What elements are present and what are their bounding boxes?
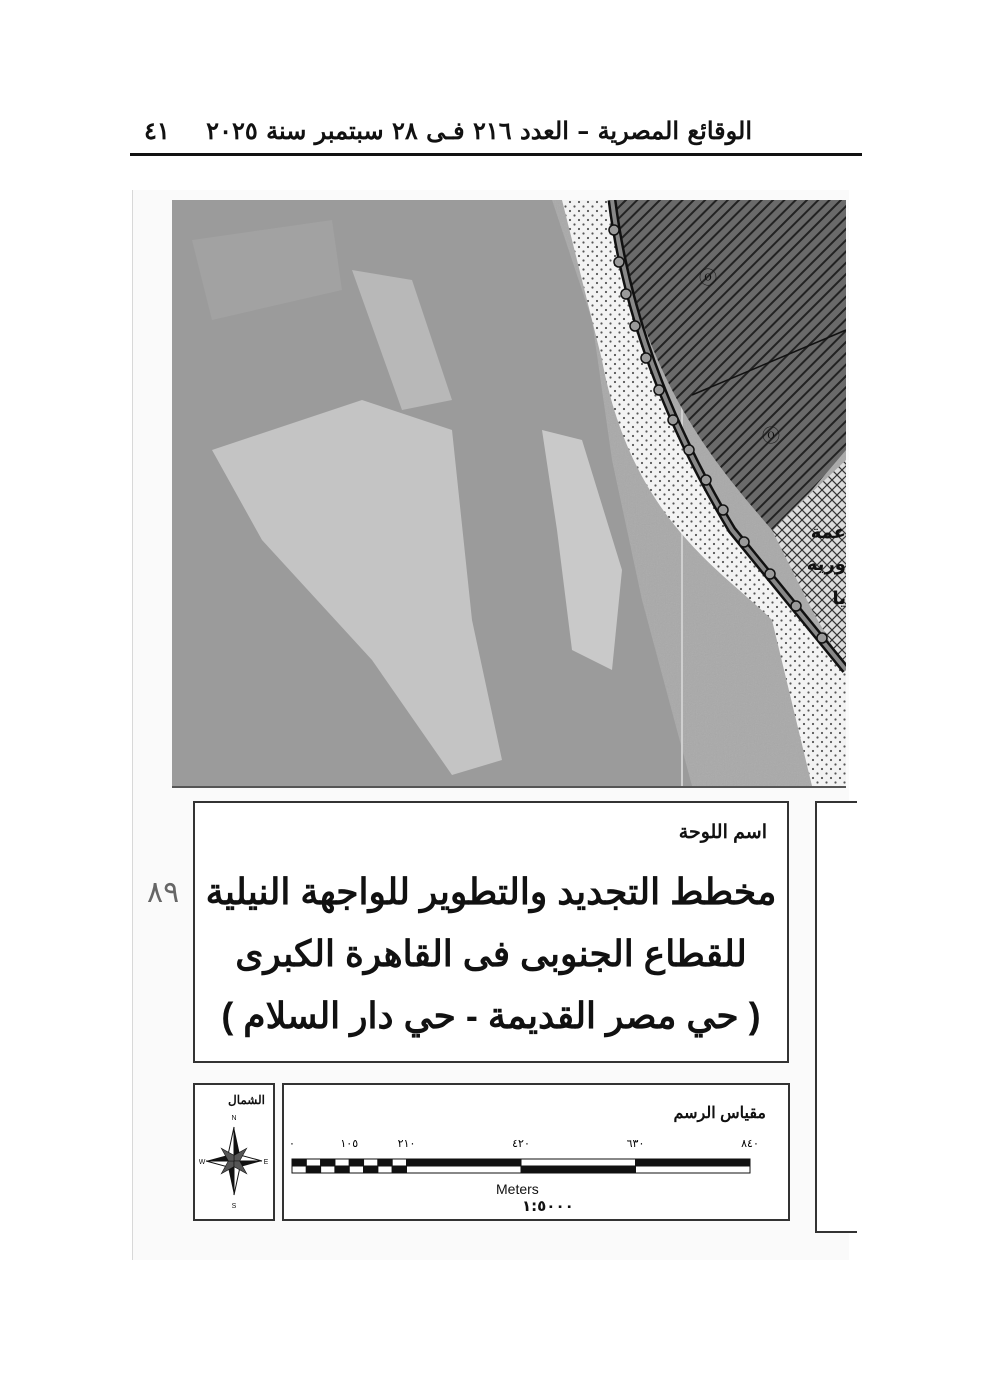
map-frame-line xyxy=(172,786,846,788)
compass-w: W xyxy=(199,1159,206,1166)
plate-title-line3: ( حي مصر القديمة - حي دار السلام ) xyxy=(221,995,761,1036)
scale-segment xyxy=(335,1166,349,1173)
scale-bar-box xyxy=(282,1083,790,1221)
scale-segment xyxy=(521,1159,636,1166)
scale-tick-label: ٢١٠ xyxy=(397,1137,416,1150)
gazette-title: الوقائع المصرية – العدد ٢١٦ فـى ٢٨ سبتمبر سنة ٢٠٢٥ xyxy=(206,116,752,145)
scale-segment xyxy=(392,1166,406,1173)
scale-tick-label: ٨٤٠ xyxy=(741,1137,759,1150)
handwritten-mark: ٨٩ xyxy=(147,875,180,910)
scale-segment xyxy=(392,1159,406,1166)
plate-title-line1: مخطط التجديد والتطوير للواجهة النيلية xyxy=(205,871,777,912)
scale-segment xyxy=(364,1166,378,1173)
compass-rose-icon xyxy=(199,1111,269,1211)
scale-segment xyxy=(335,1159,349,1166)
scale-unit: Meters xyxy=(496,1181,539,1197)
header-rule xyxy=(130,153,862,156)
scale-segment xyxy=(306,1166,320,1173)
compass-e: E xyxy=(263,1159,269,1166)
side-frame xyxy=(815,801,857,1233)
north-arrow-box xyxy=(193,1083,275,1221)
scale-segment xyxy=(636,1166,751,1173)
page-number: ٤١ xyxy=(144,116,170,145)
scale-segment xyxy=(306,1159,320,1166)
scale-label: مقياس الرسم xyxy=(673,1105,766,1122)
edge-label: يا xyxy=(832,588,846,609)
plate-title-box xyxy=(193,801,789,1063)
scale-segment xyxy=(364,1159,378,1166)
edge-label: ورية xyxy=(806,554,846,575)
compass-n: N xyxy=(231,1115,237,1122)
scale-tick-label: ٦٣٠ xyxy=(626,1137,645,1150)
map-graphic xyxy=(172,200,846,786)
scale-bar xyxy=(284,1125,788,1183)
north-label: الشمال xyxy=(227,1093,265,1107)
edge-label: عمة xyxy=(810,522,846,543)
page-header xyxy=(130,108,862,158)
scale-segment xyxy=(378,1166,392,1173)
scale-tick-label: ١٠٥ xyxy=(340,1137,359,1150)
parcel-label: ⓞ xyxy=(762,426,780,447)
scale-segment xyxy=(521,1166,636,1173)
plate-name-label: اسم اللوحة xyxy=(678,822,767,843)
scale-tick-label: ٠ xyxy=(289,1137,295,1150)
scale-segment xyxy=(636,1159,751,1166)
scale-segment xyxy=(292,1159,306,1166)
scale-segment xyxy=(292,1166,306,1173)
scale-segment xyxy=(349,1166,363,1173)
parcel-label: ⓞ xyxy=(699,268,717,289)
scale-ratio: ١:٥٠٠٠ xyxy=(522,1197,574,1215)
plate-title-line2: للقطاع الجنوبى فى القاهرة الكبرى xyxy=(235,933,747,974)
scale-segment xyxy=(407,1159,522,1166)
scale-segment xyxy=(378,1159,392,1166)
scale-tick-label: ٤٢٠ xyxy=(512,1137,530,1150)
scale-segment xyxy=(321,1166,335,1173)
scale-segment xyxy=(321,1159,335,1166)
scale-segment xyxy=(349,1159,363,1166)
map-view[interactable] xyxy=(172,200,846,786)
compass-s: S xyxy=(231,1203,237,1210)
scale-segment xyxy=(407,1166,522,1173)
